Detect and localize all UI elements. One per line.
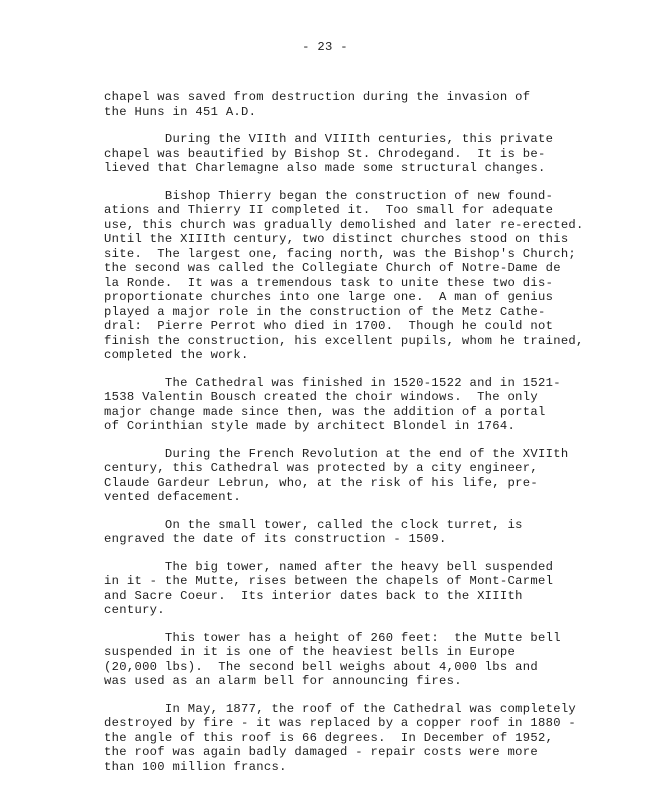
text-line: Claude Gardeur Lebrun, who, at the risk of his life, pre- [104,475,538,490]
text-line: chapel was beautified by Bishop St. Chrodegand. It is be- [104,146,546,161]
text-line: century, this Cathedral was protected by a city engineer, [104,461,538,475]
paragraph [104,132,624,176]
paragraph [104,90,624,119]
text-line: suspended in it is one of the heaviest bells in Europe [104,645,516,659]
text-line: The Cathedral was finished in 1520-1522 and in 1521- [104,375,561,390]
text-line: (20,000 lbs). The second bell weighs about 4,000 lbs and [104,659,538,674]
paragraph [104,560,624,618]
text-line: chapel was saved from destruction during the invasion of [104,90,531,104]
text-line: and Sacre Coeur. Its interior dates back to the XIIIth [104,588,523,603]
paragraph [104,376,624,434]
paragraph [104,518,624,547]
text-line: in it - the Mutte, rises between the chapels of Mont-Carmel [104,574,554,588]
text-line: During the VIIth and VIIIth centuries, this private [104,132,554,146]
page-number: - 23 - [302,40,348,54]
text-line: The big tower, named after the heavy bell suspended [104,559,554,574]
paragraph [104,447,624,505]
text-line: ations and Thierry II completed it. Too small for adequate [104,203,554,217]
text-line: of Corinthian style made by architect Blondel in 1764. [104,419,516,433]
text-line: use, this church was gradually demolished and later re-erected. [104,217,584,232]
text-line: major change made since then, was the addition of a portal [104,404,546,419]
text-line: played a major role in the construction of the Metz Cathe- [104,304,546,319]
text-line: Until the XIIIth century, two distinct churches stood on this [104,232,569,246]
text-line: finish the construction, his excellent pupils, whom he trained, [104,333,584,348]
text-line: century. [104,603,165,617]
text-line: than 100 million francs. [104,759,287,774]
text-line: In May, 1877, the roof of the Cathedral was completely [104,701,577,716]
text-line: 1538 Valentin Bousch created the choir windows. The only [104,390,538,404]
text-line: This tower has a height of 260 feet: the Mutte bell [104,630,561,645]
text-line: proportionate churches into one large one. A man of genius [104,290,554,304]
text-line: destroyed by fire - it was replaced by a copper roof in 1880 - [104,716,577,730]
text-line: During the French Revolution at the end of the XVIIth [104,446,569,461]
text-line: dral: Pierre Perrot who died in 1700. Though he could not [104,319,554,333]
text-line: the second was called the Collegiate Church of Notre-Dame de [104,261,561,275]
text-line: On the small tower, called the clock turret, is [104,517,523,532]
paragraph [104,702,624,775]
paragraph [104,189,624,363]
text-line: was used as an alarm bell for announcing fires. [104,674,462,688]
text-line: vented defacement. [104,490,242,504]
text-line: the Huns in 451 A.D. [104,104,257,119]
text-line: completed the work. [104,348,249,362]
paragraph [104,631,624,689]
text-line: the roof was again badly damaged - repair costs were more [104,745,538,759]
text-line: la Ronde. It was a tremendous task to unite these two dis- [104,275,554,290]
text-line: Bishop Thierry began the construction of new found- [104,188,554,203]
text-line: the angle of this roof is 66 degrees. In December of 1952, [104,730,554,745]
text-line: lieved that Charlemagne also made some structural changes. [104,161,546,175]
text-line: engraved the date of its construction - 1509. [104,532,447,546]
body-text [104,90,624,787]
text-line: site. The largest one, facing north, was the Bishop's Church; [104,246,577,261]
